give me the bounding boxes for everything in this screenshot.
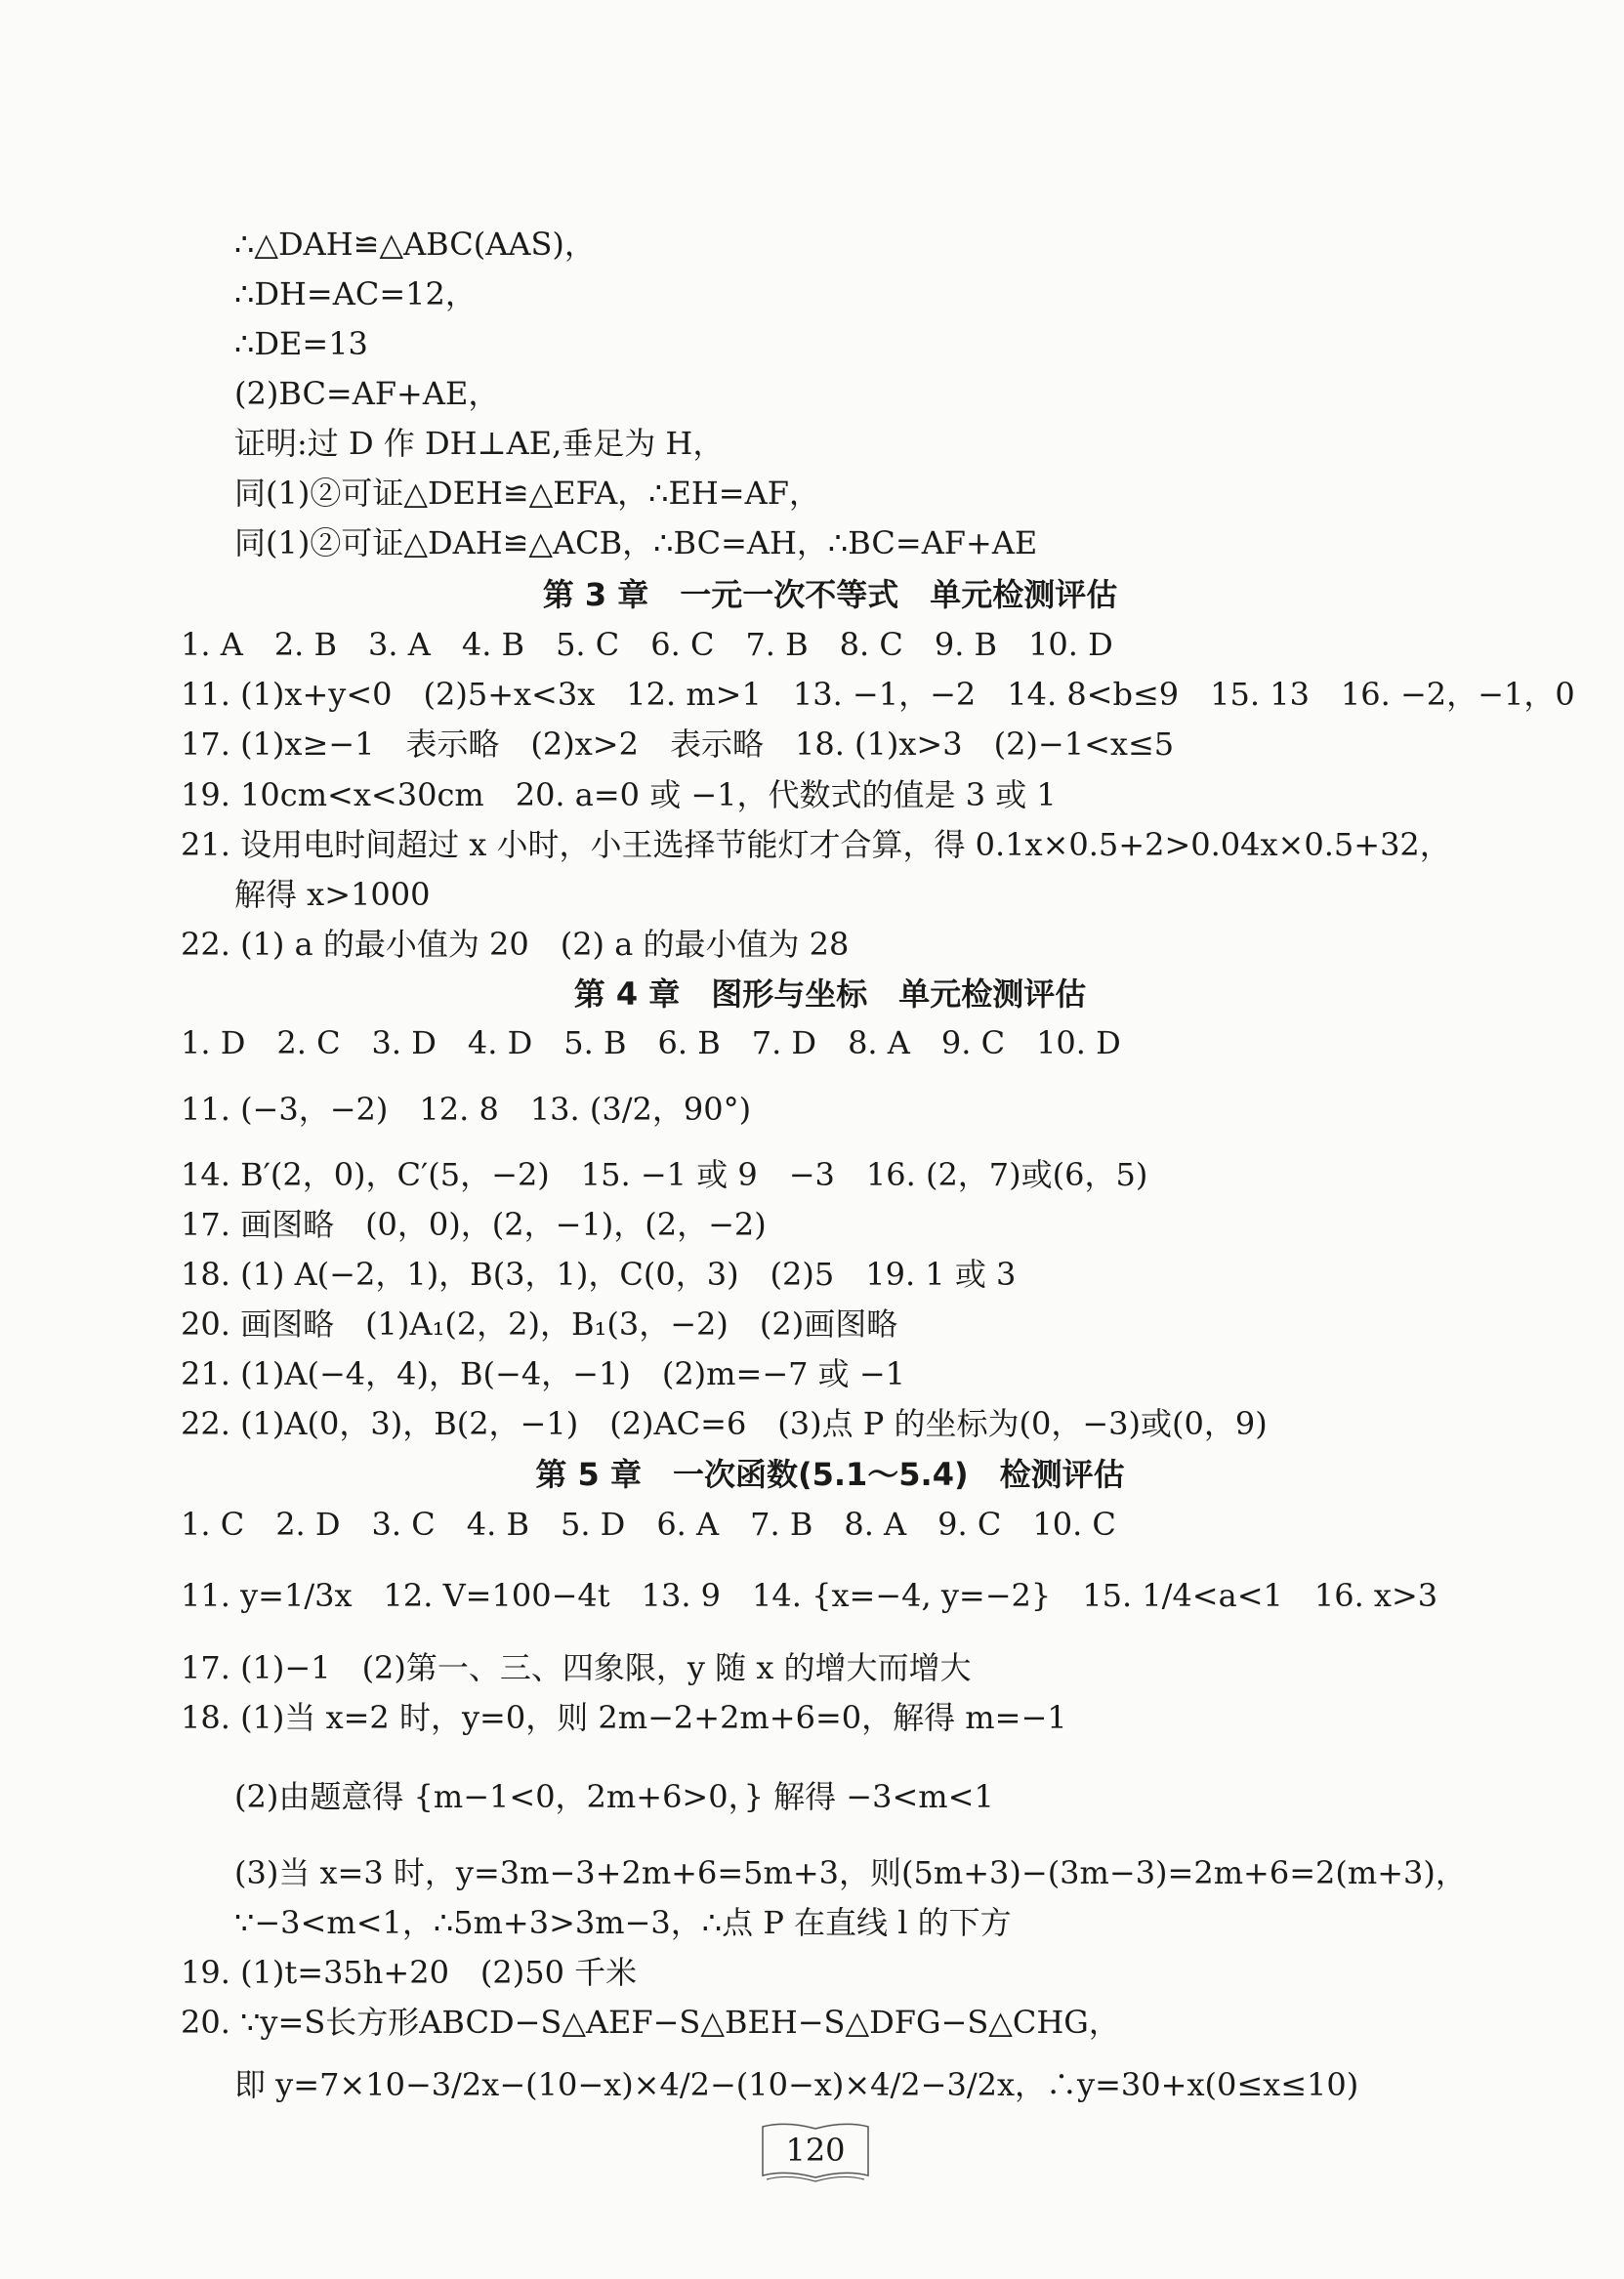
answer-line: 18. (1)当 x=2 时，y=0，则 2m−2+2m+6=0，解得 m=−1	[181, 1699, 1067, 1736]
solution-line: 同(1)②可证△DAH≌△ACB，∴BC=AH，∴BC=AF+AE	[234, 524, 1038, 561]
chapter-heading: 第 4 章 图形与坐标 单元检测评估	[573, 975, 1087, 1013]
answer-line: 1. D 2. C 3. D 4. D 5. B 6. B 7. D 8. A 9. C 10. D	[181, 1024, 1121, 1061]
solution-line: ∴△DAH≌△ABC(AAS)，	[234, 226, 596, 263]
answer-line: 11. (1)x+y<0 (2)5+x<3x 12. m>1 13. −1，−2 14. 8<b≤9 15. 13 16. −2，−1，0	[181, 676, 1575, 713]
answer-line: (2)由题意得 {m−1<0，2m+6>0，} 解得 −3<m<1	[234, 1778, 994, 1815]
answer-line: 21. 设用电时间超过 x 小时，小王选择节能灯才合算，得 0.1x×0.5+2>0.04x×0.5+32，	[181, 826, 1451, 863]
solution-line: ∴DH=AC=12，	[234, 275, 477, 312]
solution-line: ∴DE=13	[234, 325, 368, 362]
answer-line: 1. A 2. B 3. A 4. B 5. C 6. C 7. B 8. C 9. B 10. D	[181, 626, 1113, 663]
answer-line: 解得 x>1000	[234, 876, 431, 913]
solution-line: 同(1)②可证△DEH≌△EFA，∴EH=AF，	[234, 475, 820, 512]
answer-line: ∵−3<m<1，∴5m+3>3m−3，∴点 P 在直线 l 的下方	[234, 1904, 1012, 1941]
answer-line: 17. 画图略 (0，0)，(2，−1)，(2，−2)	[181, 1206, 767, 1243]
answer-line: 18. (1) A(−2，1)，B(3，1)，C(0，3) (2)5 19. 1 或 3	[181, 1256, 1017, 1293]
page-number: 120	[785, 2132, 846, 2169]
chapter-heading: 第 5 章 一次函数(5.1～5.4) 检测评估	[535, 1456, 1125, 1493]
answer-line: 19. 10cm<x<30cm 20. a=0 或 −1，代数式的值是 3 或 1	[181, 776, 1057, 813]
answer-line: 22. (1)A(0，3)，B(2，−1) (2)AC=6 (3)点 P 的坐标为(0，−3)或(0，9)	[181, 1405, 1268, 1442]
answer-line: 19. (1)t=35h+20 (2)50 千米	[181, 1954, 638, 1991]
answer-line: 14. B′(2，0)，C′(5，−2) 15. −1 或 9 −3 16. (2，7)或(6，5)	[181, 1156, 1148, 1193]
answer-line: 17. (1)x≥−1 表示略 (2)x>2 表示略 18. (1)x>3 (2)−1<x≤5	[181, 725, 1175, 763]
answer-line: 11. y=1/3x 12. V=100−4t 13. 9 14. {x=−4, y=−2} 15. 1/4<a<1 16. x>3	[181, 1577, 1438, 1614]
answer-line: 即 y=7×10−3/2x−(10−x)×4/2−(10−x)×4/2−3/2x，∴y=30+x(0≤x≤10)	[234, 2066, 1359, 2103]
answer-line: 17. (1)−1 (2)第一、三、四象限，y 随 x 的增大而增大	[181, 1649, 972, 1686]
answer-line: (3)当 x=3 时，y=3m−3+2m+6=5m+3，则(5m+3)−(3m−3)=2m+6=2(m+3)，	[234, 1854, 1467, 1891]
solution-line: 证明:过 D 作 DH⊥AE,垂足为 H，	[234, 425, 725, 462]
chapter-heading: 第 3 章 一元一次不等式 单元检测评估	[542, 576, 1118, 613]
answer-line: 11. (−3，−2) 12. 8 13. (3/2，90°)	[181, 1091, 752, 1128]
solution-line: (2)BC=AF+AE，	[234, 375, 500, 412]
answer-line: 21. (1)A(−4，4)，B(−4，−1) (2)m=−7 或 −1	[181, 1355, 906, 1392]
answer-line: 20. 画图略 (1)A₁(2，2)，B₁(3，−2) (2)画图略	[181, 1305, 898, 1343]
answer-line: 20. ∵y=S长方形ABCD−S△AEF−S△BEH−S△DFG−S△CHG，	[181, 2004, 1120, 2041]
answer-line: 1. C 2. D 3. C 4. B 5. D 6. A 7. B 8. A 9. C 10. C	[181, 1506, 1116, 1543]
answer-line: 22. (1) a 的最小值为 20 (2) a 的最小值为 28	[181, 926, 850, 963]
